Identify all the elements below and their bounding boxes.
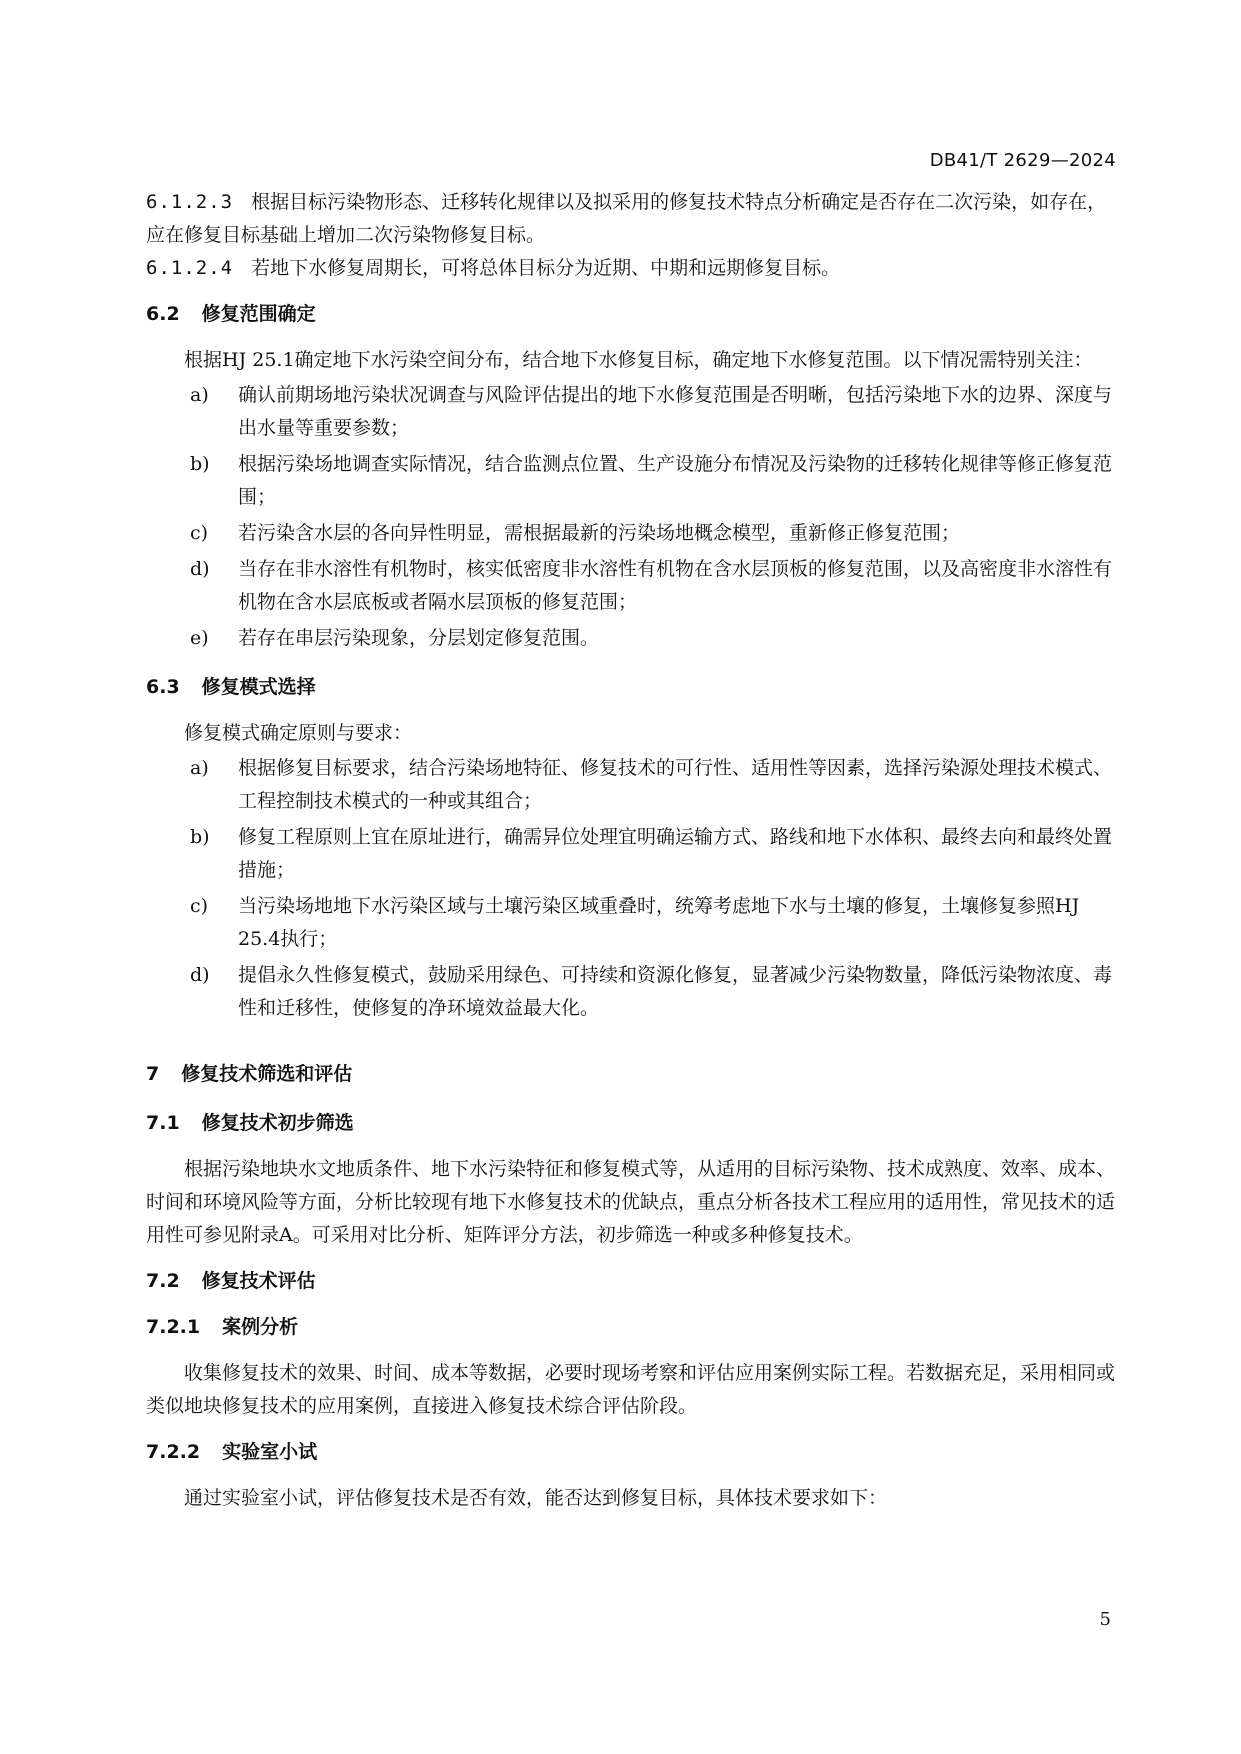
heading-6-3 — [146, 671, 1118, 704]
clause-number: 6.1.2.4 — [146, 257, 234, 279]
heading-title: 修复技术筛选和评估 — [181, 1063, 353, 1085]
list-item-text: 若污染含水层的各向异性明显，需根据最新的污染场地概念模型，重新修正修复范围； — [238, 522, 961, 544]
list-item — [146, 379, 1118, 445]
list-item — [146, 821, 1118, 887]
section-7-2-2-body: 通过实验室小试，评估修复技术是否有效，能否达到修复目标，具体技术要求如下： — [184, 1487, 888, 1509]
list-marker: a) — [190, 384, 209, 406]
page-number: 5 — [1099, 1609, 1111, 1630]
list-item-text: 确认前期场地污染状况调查与风险评估提出的地下水修复范围是否明晰，包括污染地下水的边界、深度与出水量等重要参数； — [238, 384, 1113, 439]
list-item-text: 若存在串层污染现象，分层划定修复范围。 — [238, 627, 600, 649]
section-6-3-list — [146, 752, 1118, 1025]
section-7-2-1-body: 收集修复技术的效果、时间、成本等数据，必要时现场考察和评估应用案例实际工程。若数据充足，采用相同或类似地块修复技术的应用案例，直接进入修复技术综合评估阶段。 — [146, 1362, 1116, 1417]
heading-7 — [146, 1058, 1118, 1091]
list-item-text: 根据修复目标要求，结合污染场地特征、修复技术的可行性、适用性等因素，选择污染源处理技术模式、工程控制技术模式的一种或其组合； — [238, 757, 1113, 812]
section-6-2-intro: 根据HJ 25.1确定地下水污染空间分布，结合地下水修复目标，确定地下水修复范围。以下情况需特别关注： — [184, 349, 1093, 371]
list-marker: b) — [190, 453, 210, 475]
heading-7-2-1 — [146, 1311, 1118, 1344]
list-item-text: 根据污染场地调查实际情况，结合监测点位置、生产设施分布情况及污染物的迁移转化规律等修正修复范围； — [238, 453, 1113, 508]
list-marker: c) — [190, 522, 209, 544]
section-7-1-body: 根据污染地块水文地质条件、地下水污染特征和修复模式等，从适用的目标污染物、技术成熟度、效率、成本、时间和环境风险等方面，分析比较现有地下水修复技术的优缺点，重点分析各技术工程应用的适用性，常见技术的适用性可参见附录A。可采用对比分析、矩阵评分方法，初步筛选一种或多种修复技术。 — [146, 1158, 1116, 1246]
list-item — [146, 752, 1118, 818]
list-item — [146, 890, 1118, 956]
list-marker: d) — [190, 964, 210, 986]
heading-number: 7 — [146, 1063, 160, 1085]
heading-6-2 — [146, 298, 1118, 331]
heading-title: 修复模式选择 — [201, 676, 316, 698]
heading-title: 修复范围确定 — [201, 303, 316, 325]
list-item — [146, 553, 1118, 619]
document-code-header: DB41/T 2629—2024 — [929, 150, 1116, 171]
clause-number: 6.1.2.3 — [146, 191, 234, 213]
list-item-text: 提倡永久性修复模式，鼓励采用绿色、可持续和资源化修复，显著减少污染物数量，降低污染物浓度、毒性和迁移性，使修复的净环境效益最大化。 — [238, 964, 1113, 1019]
clause-text: 根据目标污染物形态、迁移转化规律以及拟采用的修复技术特点分析确定是否存在二次污染，如存在，应在修复目标基础上增加二次污染物修复目标。 — [146, 191, 1107, 246]
heading-title: 修复技术评估 — [201, 1270, 316, 1292]
heading-title: 案例分析 — [222, 1316, 299, 1338]
heading-7-2-2 — [146, 1436, 1118, 1469]
heading-number: 6.3 — [146, 676, 180, 698]
list-marker: b) — [190, 826, 210, 848]
heading-number: 7.2 — [146, 1270, 180, 1292]
list-item-text: 当存在非水溶性有机物时，核实低密度非水溶性有机物在含水层顶板的修复范围，以及高密度非水溶性有机物在含水层底板或者隔水层顶板的修复范围； — [238, 558, 1113, 613]
heading-7-1 — [146, 1107, 1118, 1140]
list-marker: d) — [190, 558, 210, 580]
section-6-3-intro: 修复模式确定原则与要求： — [184, 722, 413, 744]
heading-number: 7.2.1 — [146, 1316, 201, 1338]
list-marker: e) — [190, 627, 209, 649]
clause-6-1-2-4 — [146, 252, 1118, 285]
heading-number: 6.2 — [146, 303, 180, 325]
list-item-text: 当污染场地地下水污染区域与土壤污染区域重叠时，统筹考虑地下水与土壤的修复，土壤修复参照HJ 25.4执行； — [238, 895, 1080, 950]
clause-6-1-2-3 — [146, 186, 1118, 252]
list-item — [146, 448, 1118, 514]
heading-number: 7.2.2 — [146, 1441, 201, 1463]
heading-title: 实验室小试 — [222, 1441, 318, 1463]
section-6-2-list — [146, 379, 1118, 655]
heading-title: 修复技术初步筛选 — [201, 1112, 354, 1134]
list-item — [146, 959, 1118, 1025]
list-item — [146, 622, 1118, 655]
list-marker: a) — [190, 757, 209, 779]
clause-text: 若地下水修复周期长，可将总体目标分为近期、中期和远期修复目标。 — [251, 257, 841, 279]
list-marker: c) — [190, 895, 209, 917]
heading-7-2 — [146, 1265, 1118, 1298]
page-body — [146, 186, 1118, 1515]
heading-number: 7.1 — [146, 1112, 180, 1134]
list-item-text: 修复工程原则上宜在原址进行，确需异位处理宜明确运输方式、路线和地下水体积、最终去向和最终处置措施； — [238, 826, 1113, 881]
list-item — [146, 517, 1118, 550]
